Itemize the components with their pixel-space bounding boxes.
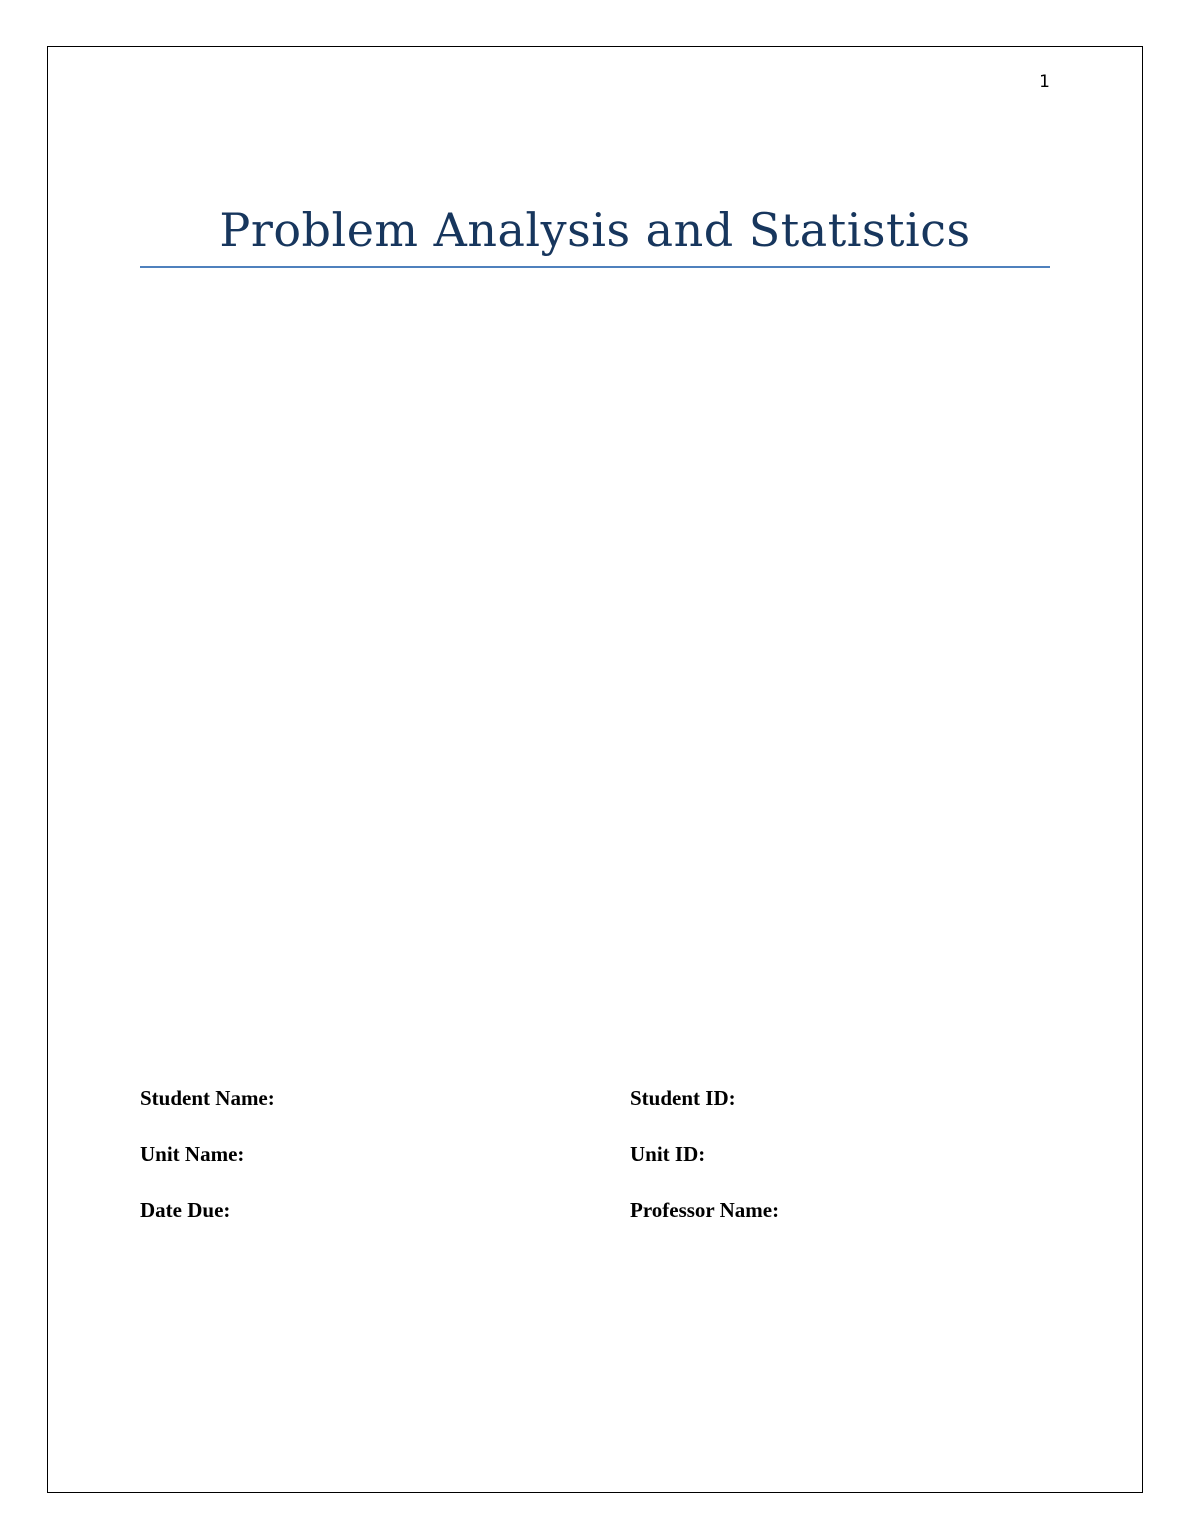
- info-row: [140, 1140, 1050, 1196]
- student-info-table: [140, 1084, 1050, 1252]
- date-due-label: Date Due:: [140, 1198, 231, 1222]
- student-name-label: Student Name:: [140, 1086, 275, 1110]
- info-row: [140, 1196, 1050, 1252]
- student-id-label: Student ID:: [630, 1086, 736, 1110]
- page-number: 1: [1039, 72, 1050, 92]
- info-row: [140, 1084, 1050, 1140]
- title-block: [140, 200, 1050, 268]
- document-title: Problem Analysis and Statistics: [219, 203, 971, 257]
- professor-name-label: Professor Name:: [630, 1198, 780, 1222]
- unit-name-label: Unit Name:: [140, 1142, 245, 1166]
- unit-id-label: Unit ID:: [630, 1142, 706, 1166]
